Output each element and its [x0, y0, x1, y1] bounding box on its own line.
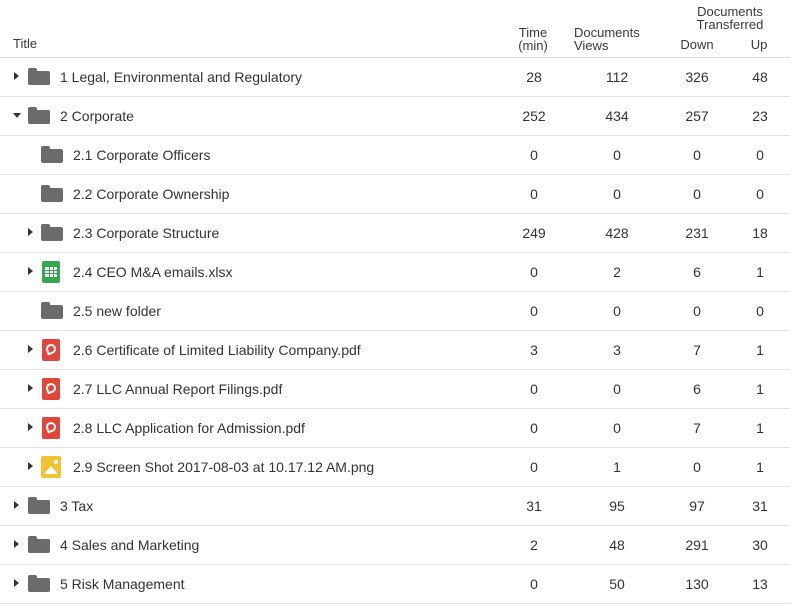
row-title[interactable]: 2.7 LLC Annual Report Filings.pdf — [73, 380, 283, 397]
caret-right-icon[interactable] — [28, 228, 33, 236]
row-title[interactable]: 2 Corporate — [60, 107, 134, 124]
pdf-icon — [42, 417, 60, 439]
row-time: 0 — [530, 302, 538, 319]
table-row[interactable] — [0, 369, 790, 409]
caret-right-icon[interactable] — [14, 540, 19, 548]
row-down: 257 — [685, 107, 709, 124]
table-row[interactable] — [0, 96, 790, 136]
row-down: 231 — [685, 224, 709, 241]
row-views: 50 — [609, 575, 625, 592]
row-views: 0 — [613, 146, 621, 163]
table-row[interactable] — [0, 135, 790, 175]
row-views: 95 — [609, 497, 625, 514]
pdf-icon — [42, 378, 60, 400]
caret-right-icon[interactable] — [28, 384, 33, 392]
column-header-views[interactable] — [574, 26, 658, 52]
table-row[interactable] — [0, 408, 790, 448]
row-title[interactable]: 2.8 LLC Application for Admission.pdf — [73, 419, 305, 436]
column-header-title[interactable]: Title — [13, 36, 38, 51]
caret-down-icon[interactable] — [13, 113, 21, 118]
row-views: 0 — [613, 185, 621, 202]
row-time: 0 — [530, 575, 538, 592]
table-row[interactable] — [0, 486, 790, 526]
row-title[interactable]: 2.1 Corporate Officers — [73, 146, 211, 163]
row-up: 1 — [756, 458, 764, 475]
row-views: 2 — [613, 263, 621, 280]
row-down: 326 — [685, 68, 709, 85]
caret-right-icon[interactable] — [28, 345, 33, 353]
table-row[interactable] — [0, 174, 790, 214]
caret-right-icon[interactable] — [14, 501, 19, 509]
column-header-time-line2: (min) — [518, 38, 548, 53]
row-up: 18 — [752, 224, 768, 241]
row-title[interactable]: 1 Legal, Environmental and Regulatory — [60, 68, 303, 85]
folder-icon — [28, 500, 50, 514]
column-header-time[interactable] — [505, 26, 561, 52]
column-group-transferred-line2: Transferred — [696, 17, 764, 32]
table-row[interactable] — [0, 291, 790, 331]
row-title[interactable]: 2.4 CEO M&A emails.xlsx — [73, 263, 233, 280]
row-down: 7 — [693, 341, 701, 358]
row-up: 1 — [756, 419, 764, 436]
row-down: 7 — [693, 419, 701, 436]
column-group-transferred-line1: Documents — [697, 4, 763, 19]
caret-right-icon[interactable] — [28, 462, 33, 470]
column-header-time-line1: Time — [518, 25, 548, 40]
caret-right-icon[interactable] — [28, 423, 33, 431]
folder-icon — [41, 149, 63, 163]
table-row[interactable] — [0, 564, 790, 604]
pdf-icon — [42, 339, 60, 361]
row-down: 0 — [693, 302, 701, 319]
spreadsheet-icon — [42, 261, 60, 283]
row-up: 31 — [752, 497, 768, 514]
row-views: 48 — [609, 536, 625, 553]
row-up: 30 — [752, 536, 768, 553]
image-file-icon — [41, 456, 61, 478]
folder-icon — [41, 227, 63, 241]
column-header-views-line2: Views — [574, 38, 609, 53]
row-views: 112 — [605, 68, 629, 85]
row-down: 0 — [693, 458, 701, 475]
table-row[interactable] — [0, 330, 790, 370]
row-time: 31 — [526, 497, 542, 514]
row-title[interactable]: 3 Tax — [60, 497, 94, 514]
row-time: 3 — [530, 341, 538, 358]
row-down: 130 — [685, 575, 709, 592]
folder-icon — [28, 71, 50, 85]
row-time: 249 — [522, 224, 546, 241]
table-row[interactable] — [0, 213, 790, 253]
row-title[interactable]: 2.6 Certificate of Limited Liability Company.pdf — [73, 341, 361, 358]
table-row[interactable] — [0, 525, 790, 565]
caret-right-icon[interactable] — [14, 579, 19, 587]
row-time: 0 — [530, 458, 538, 475]
caret-right-icon[interactable] — [28, 267, 33, 275]
row-views: 1 — [613, 458, 621, 475]
table-row[interactable] — [0, 447, 790, 487]
row-up: 23 — [752, 107, 768, 124]
column-header-views-line1: Documents — [574, 25, 640, 40]
row-time: 0 — [530, 419, 538, 436]
row-time: 0 — [530, 185, 538, 202]
row-time: 2 — [530, 536, 538, 553]
caret-right-icon[interactable] — [14, 72, 19, 80]
column-group-transferred — [680, 5, 780, 31]
row-up: 0 — [756, 185, 764, 202]
row-up: 1 — [756, 341, 764, 358]
row-down: 6 — [693, 263, 701, 280]
row-title[interactable]: 2.2 Corporate Ownership — [73, 185, 230, 202]
row-down: 6 — [693, 380, 701, 397]
folder-icon — [28, 539, 50, 553]
table-row[interactable] — [0, 252, 790, 292]
column-header-up[interactable]: Up — [750, 37, 768, 52]
row-views: 0 — [613, 302, 621, 319]
row-time: 28 — [526, 68, 542, 85]
row-views: 3 — [613, 341, 621, 358]
row-title[interactable]: 2.9 Screen Shot 2017-08-03 at 10.17.12 AM.png — [73, 458, 375, 475]
row-down: 291 — [685, 536, 709, 553]
folder-icon — [28, 578, 50, 592]
row-views: 0 — [613, 419, 621, 436]
row-time: 0 — [530, 146, 538, 163]
row-title[interactable]: 2.5 new folder — [73, 302, 161, 319]
folder-icon — [41, 188, 63, 202]
folder-icon — [28, 110, 50, 124]
folder-icon — [41, 305, 63, 319]
row-views: 0 — [613, 380, 621, 397]
table-row[interactable] — [0, 57, 790, 97]
row-up: 1 — [756, 380, 764, 397]
row-up: 48 — [752, 68, 768, 85]
row-views: 428 — [605, 224, 629, 241]
row-down: 0 — [693, 146, 701, 163]
row-down: 97 — [689, 497, 705, 514]
column-header-down[interactable]: Down — [680, 37, 714, 52]
row-up: 13 — [752, 575, 768, 592]
row-time: 252 — [522, 107, 546, 124]
table-header — [0, 0, 790, 58]
row-time: 0 — [530, 380, 538, 397]
row-time: 0 — [530, 263, 538, 280]
row-up: 0 — [756, 146, 764, 163]
row-up: 1 — [756, 263, 764, 280]
row-down: 0 — [693, 185, 701, 202]
row-title[interactable]: 2.3 Corporate Structure — [73, 224, 220, 241]
row-title[interactable]: 5 Risk Management — [60, 575, 185, 592]
row-views: 434 — [605, 107, 629, 124]
row-up: 0 — [756, 302, 764, 319]
row-title[interactable]: 4 Sales and Marketing — [60, 536, 200, 553]
